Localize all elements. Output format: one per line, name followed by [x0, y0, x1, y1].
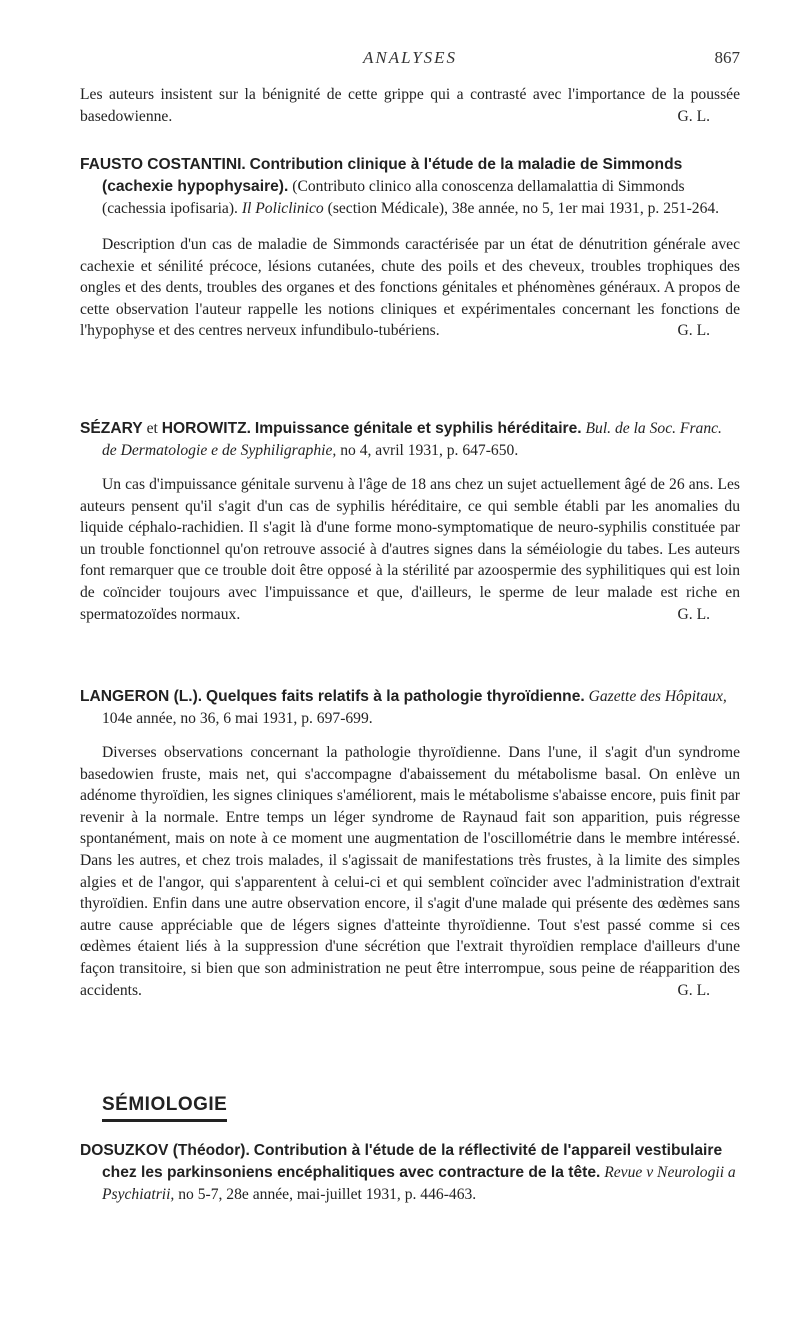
entry-author-2: HOROWITZ. [161, 420, 251, 437]
entry-journal: Il Policlinico [241, 200, 324, 217]
entry-body [80, 474, 740, 625]
entry-heading [80, 1140, 740, 1206]
entry-heading [80, 154, 740, 220]
entry-body-text: Description d'un cas de maladie de Simmonds caractérisée par un état de dénutrition générale avec cachexie et sénilité précoce, lésions cutanées, chute des poils et des cheveux, troubles trophiques des ongles et des dents, troubles des organes et des fonctions génitales et phénomènes généraux. A propos de cette observation l'auteur rappelle les notions cliniques et expérimentales concernant les fonctions de l'hypophyse et des centres nerveux infundibulo-tubériens. [80, 236, 740, 340]
page-number: 867 [714, 48, 740, 67]
entry-journal: Revue v Neurologii a Psychiatrii, [102, 1164, 736, 1203]
entry-heading [80, 418, 740, 462]
entry-title: Impuissance génitale et syphilis héréditaire. [254, 420, 582, 437]
entry-author: DOSUZKOV (Théodor). [80, 1142, 250, 1159]
review-entry [80, 1140, 740, 1206]
entry-journal: Gazette des Hôpitaux, [588, 688, 727, 705]
entry-body [80, 234, 740, 342]
signature: G. L. [677, 981, 710, 999]
entry-connector: et [146, 420, 158, 437]
entry-title: Contribution à l'étude de la réflectivité de l'appareil vestibulaire chez les parkinsoniens encéphalitiques avec contracture de la tête. [102, 1142, 723, 1181]
entry-details: no 4, avril 1931, p. 647-650. [340, 442, 519, 459]
entry-body-text: Un cas d'impuissance génitale survenu à l'âge de 18 ans chez un sujet actuellement âgé de 26 ans. Les auteurs pensent qu'il s'agit d'un cas de syphilis héréditaire, ce qui semble établi par les anomalies du liquide céphalo-rachidien. Il s'agit là d'une forme mono-symptomatique de neuro-syphilis constituée par un trouble fonctionnel qu'on retrouve associé à d'autres signes dans la séméiologie du tabes. Les auteurs font remarquer que ce trouble doit être opposé à la stérilité par azoospermie des syphilitiques qui est loin de coïncider toujours avec l'impuissance et que, d'ailleurs, le sperme de leur malade est riche en spermatozoïdes normaux. [80, 476, 740, 623]
entry-title: Quelques faits relatifs à la pathologie thyroïdienne. [206, 688, 585, 705]
review-entry [80, 418, 740, 625]
signature: G. L. [677, 605, 710, 623]
entry-journal: Bul. de la Soc. Franc. de Dermatologie e de Syphiligraphie, [102, 420, 722, 459]
entry-details: 104e année, no 36, 6 mai 1931, p. 697-699. [102, 710, 373, 727]
entry-author: SÉZARY [80, 420, 143, 437]
signature: G. L. [677, 107, 710, 125]
entry-body-text: Diverses observations concernant la pathologie thyroïdienne. Dans l'une, il s'agit d'un syndrome basedowien fruste, mais net, qui s'accompagne d'abaissement du métabolisme basal. On enlève un adénome thyroïdien, les signes cliniques s'améliorent, mais le métabolisme s'abaisse encore, puis finit par revenir à la normale. Entre temps un léger syndrome de Raynaud fait son apparition, puis régresse spontanément, mais on note à ce moment une augmentation de l'oscillométrie dans le membre intéressé. Dans les autres, et chez trois malades, il s'agissait de manifestations très frustes, à la limite des simples algies et de l'angor, qui s'apparentent à celui-ci et qui semblent coïncider avec l'administration d'extrait thyroïdien. Enfin dans une autre observation encore, il s'agit d'une malade qui présente des œdèmes sans autre cause appréciable que de légers signes d'atteinte thyroïdienne. Tout s'est passé comme si ces œdèmes étaient liés à la suppression d'une sécrétion que l'extrait thyroïdien remplace d'ailleurs d'une façon transitoire, si bien que son administration ne peut être interrompue, sous peine de réapparition des accidents. [80, 744, 740, 999]
intro-paragraph [80, 84, 740, 127]
entry-title: Contribution clinique à l'étude de la maladie de Simmonds (cachexie hypophysaire). [102, 156, 683, 195]
entry-heading [80, 686, 740, 730]
entry-author: LANGERON (L.). [80, 688, 203, 705]
intro-text: Les auteurs insistent sur la bénignité de cette grippe qui a contrasté avec l'importance de la poussée basedowienne. [80, 86, 740, 125]
signature: G. L. [677, 322, 710, 340]
entry-details: no 5-7, 28e année, mai-juillet 1931, p. 446-463. [178, 1186, 477, 1203]
section-heading-block [102, 1094, 227, 1122]
review-entry [80, 154, 740, 342]
running-title: ANALYSES [362, 48, 458, 67]
entry-details: (section Médicale), 38e année, no 5, 1er mai 1931, p. 251-264. [327, 200, 720, 217]
page-header [80, 48, 740, 70]
review-entry [80, 686, 740, 1001]
section-heading: SÉMIOLOGIE [102, 1094, 227, 1122]
entry-author: FAUSTO COSTANTINI. [80, 156, 246, 173]
entry-original-title: (Contributo clinico alla conoscenza dellamalattia di Simmonds (cachessia ipofisaria). [102, 178, 685, 217]
entry-body [80, 742, 740, 1001]
